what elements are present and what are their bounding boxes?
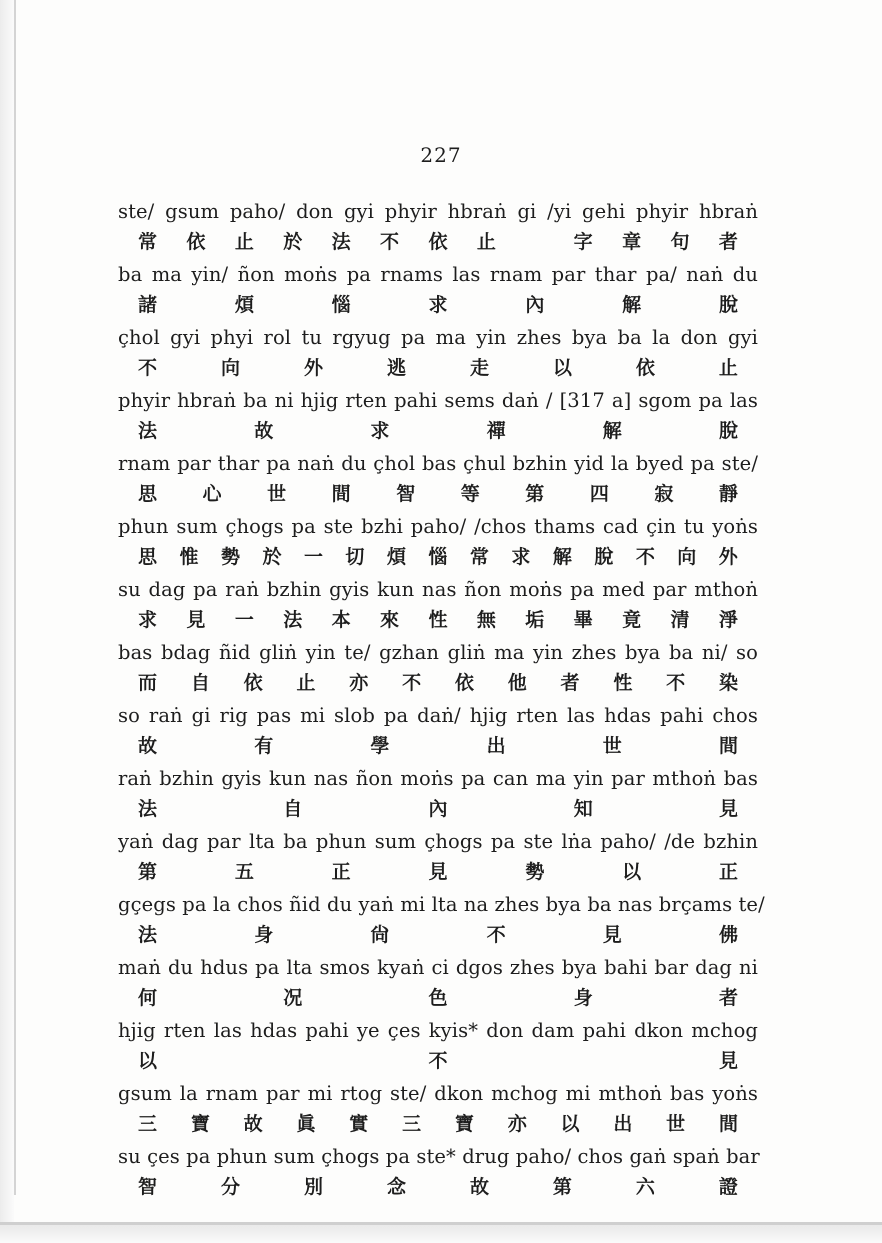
chinese-char: 不 [402,672,422,694]
chinese-char: 切 [345,546,365,568]
chinese-char: 三 [138,1113,158,1135]
chinese-char: 走 [469,357,489,379]
chinese-line [118,669,758,699]
chinese-char: 學 [370,735,390,757]
chinese-char: 見 [602,924,622,946]
chinese-line [118,1110,758,1140]
chinese-char: 見 [718,1050,738,1072]
chinese-char: 來 [380,609,400,631]
chinese-char: 况 [283,987,303,1009]
chinese-char: 內 [428,798,448,820]
chinese-char: 第 [525,483,545,505]
chinese-char: 亦 [349,672,369,694]
chinese-char [525,1047,544,1077]
interlinear-pair [118,510,758,573]
chinese-char: 外 [718,546,738,568]
chinese-char: 者 [560,672,580,694]
chinese-char: 逃 [386,357,406,379]
chinese-char: 淨 [718,609,738,631]
chinese-line [118,732,758,762]
chinese-char: 惱 [428,546,448,568]
chinese-char: 世 [602,735,622,757]
chinese-char: 脫 [718,294,738,316]
chinese-char: 止 [296,672,316,694]
chinese-line [118,795,758,825]
chinese-line [118,354,758,384]
chinese-char: 出 [486,735,506,757]
interlinear-pair [118,321,758,384]
tibetan-line: su çes pa phun sum çhogs pa ste* drug paho/ chos gaṅ spaṅ bar [118,1145,760,1168]
chinese-char: 念 [386,1176,406,1198]
chinese-char: 寶 [190,1113,210,1135]
chinese-char: 脫 [718,420,738,442]
chinese-char: 不 [428,1050,448,1072]
chinese-char: 寂 [654,483,674,505]
chinese-char: 五 [234,861,254,883]
tibetan-line: gsum la rnam par mi rtog ste/ dkon mchog mi mthoṅ bas yoṅs [118,1082,758,1105]
chinese-char: 尙 [370,924,390,946]
chinese-char: 正 [718,861,738,883]
interlinear-pair [118,1077,758,1140]
chinese-char: 智 [396,483,416,505]
chinese-char: 故 [243,1113,263,1135]
chinese-char: 依 [243,672,263,694]
chinese-char: 勢 [525,861,545,883]
chinese-char: 不 [380,231,400,253]
chinese-char [622,1047,641,1077]
chinese-char: 不 [486,924,506,946]
chinese-char: 見 [718,798,738,820]
chinese-char: 見 [428,861,448,883]
chinese-char: 靜 [718,483,738,505]
tibetan-line: hjig rten las hdas pahi ye çes kyis* don dam pahi dkon mchog [118,1019,758,1042]
tibetan-line: maṅ du hdus pa lta smos kyaṅ ci dgos zhes bya bahi bar dag ni [118,956,758,979]
chinese-char: 以 [552,357,572,379]
chinese-char: 思 [138,483,158,505]
chinese-char: 世 [666,1113,686,1135]
chinese-char: 依 [428,231,448,253]
chinese-char: 間 [331,483,351,505]
tibetan-line: phyir hbraṅ ba ni hjig rten pahi sems daṅ / [317 a] sgom pa las [118,389,758,412]
chinese-char: 何 [138,987,158,1009]
interlinear-text [118,195,765,1203]
chinese-char: 求 [138,609,158,631]
chinese-char: 性 [428,609,448,631]
interlinear-pair [118,258,758,321]
chinese-char: 止 [476,231,496,253]
chinese-char: 正 [331,861,351,883]
chinese-char: 分 [220,1176,240,1198]
chinese-char: 第 [138,861,158,883]
chinese-char: 第 [552,1176,572,1198]
chinese-char: 章 [622,231,642,253]
tibetan-line: ba ma yin/ ñon moṅs pa rnams las rnam par thar pa/ naṅ du [118,263,758,286]
chinese-char: 身 [573,987,593,1009]
chinese-char: 解 [552,546,572,568]
chinese-char: 依 [186,231,206,253]
chinese-line [118,606,758,636]
chinese-char [235,1047,254,1077]
tibetan-line: raṅ bzhin gyis kun nas ñon moṅs pa can ma yin par mthoṅ bas [118,767,758,790]
chinese-char: 勢 [220,546,240,568]
chinese-char: 畢 [573,609,593,631]
chinese-line [118,921,758,951]
chinese-char: 別 [303,1176,323,1198]
tibetan-line: phun sum çhogs pa ste bzhi paho/ /chos thams cad çin tu yoṅs [118,515,758,538]
chinese-line [118,291,758,321]
chinese-char: 求 [511,546,531,568]
chinese-line [118,543,758,573]
chinese-line [118,858,758,888]
chinese-char: 自 [190,672,210,694]
chinese-char: 寶 [454,1113,474,1135]
chinese-char: 清 [670,609,690,631]
chinese-char: 他 [507,672,527,694]
chinese-char: 心 [202,483,222,505]
chinese-char: 法 [138,924,158,946]
chinese-char: 六 [635,1176,655,1198]
interlinear-pair [118,1014,758,1077]
chinese-char: 法 [283,609,303,631]
chinese-char: 煩 [234,294,254,316]
chinese-char: 故 [254,420,274,442]
chinese-char: 色 [428,987,448,1009]
interlinear-pair [118,447,758,510]
chinese-char: 眞 [296,1113,316,1135]
chinese-char: 脫 [594,546,614,568]
interlinear-pair [118,573,758,636]
interlinear-pair [118,762,758,825]
chinese-char: 故 [469,1176,489,1198]
chinese-char: 惱 [331,294,351,316]
chinese-char: 依 [635,357,655,379]
chinese-char: 有 [254,735,274,757]
interlinear-pair [118,888,765,951]
page-number: 227 [420,143,462,167]
chinese-char [525,228,544,258]
chinese-char: 不 [138,357,158,379]
chinese-char: 佛 [718,924,738,946]
chinese-char: 法 [138,798,158,820]
chinese-char: 實 [349,1113,369,1135]
chinese-char: 諸 [138,294,158,316]
interlinear-pair [118,384,758,447]
chinese-char: 字 [573,231,593,253]
chinese-char: 求 [370,420,390,442]
chinese-char: 而 [138,672,158,694]
chinese-char: 求 [428,294,448,316]
tibetan-line: yaṅ dag par lta ba phun sum çhogs pa ste lṅa paho/ /de bzhin [118,830,758,853]
chinese-char: 止 [718,357,738,379]
chinese-char: 性 [613,672,633,694]
chinese-char: 故 [138,735,158,757]
tibetan-line: so raṅ gi rig pas mi slob pa daṅ/ hjig rten las hdas pahi chos [118,704,758,727]
tibetan-line: bas bdag ñid gliṅ yin te/ gzhan gliṅ ma yin zhes bya ba ni/ so [118,641,758,664]
chinese-char: 亦 [507,1113,527,1135]
chinese-line [118,984,758,1014]
chinese-char: 常 [469,546,489,568]
chinese-char: 等 [460,483,480,505]
chinese-char: 煩 [386,546,406,568]
chinese-line [118,480,758,510]
chinese-char: 四 [589,483,609,505]
chinese-char: 染 [718,672,738,694]
chinese-char: 以 [138,1050,158,1072]
chinese-char: 法 [331,231,351,253]
chinese-char: 無 [476,609,496,631]
tibetan-line: çhol gyi phyi rol tu rgyug pa ma yin zhes bya ba la don gyi [118,326,758,349]
chinese-char: 以 [560,1113,580,1135]
chinese-char: 間 [718,1113,738,1135]
chinese-char: 不 [635,546,655,568]
chinese-char: 本 [331,609,351,631]
chinese-line [118,228,758,258]
chinese-char: 一 [234,609,254,631]
chinese-char: 一 [303,546,323,568]
chinese-char: 世 [267,483,287,505]
chinese-char: 於 [262,546,282,568]
chinese-char: 解 [602,420,622,442]
page-bottom-edge [0,1222,882,1225]
chinese-char: 依 [454,672,474,694]
chinese-char: 法 [138,420,158,442]
interlinear-pair [118,636,758,699]
chinese-line [118,417,758,447]
chinese-char: 向 [220,357,240,379]
tibetan-line: gçegs pa la chos ñid du yaṅ mi lta na zhes bya ba nas brçams te/ [118,893,765,916]
chinese-char: 句 [670,231,690,253]
tibetan-line: rnam par thar pa naṅ du çhol bas çhul bzhin yid la byed pa ste/ [118,452,758,475]
chinese-char: 三 [402,1113,422,1135]
chinese-char: 垢 [525,609,545,631]
chinese-char: 見 [186,609,206,631]
chinese-char: 者 [718,987,738,1009]
chinese-char: 以 [622,861,642,883]
tibetan-line: ste/ gsum paho/ don gyi phyir hbraṅ gi /yi gehi phyir hbraṅ [118,200,758,223]
interlinear-pair [118,951,758,1014]
chinese-char: 思 [138,546,158,568]
chinese-char: 惟 [179,546,199,568]
chinese-char: 解 [622,294,642,316]
chinese-char: 竟 [622,609,642,631]
chinese-line [118,1173,758,1203]
chinese-char: 智 [138,1176,158,1198]
chinese-char: 外 [303,357,323,379]
chinese-char: 證 [718,1176,738,1198]
page-left-shadow [0,0,14,1243]
chinese-char: 禪 [486,420,506,442]
chinese-char: 不 [666,672,686,694]
interlinear-pair [118,699,758,762]
chinese-char [332,1047,351,1077]
chinese-char: 者 [718,231,738,253]
page-left-edge [14,0,16,1195]
chinese-char: 於 [283,231,303,253]
chinese-char: 身 [254,924,274,946]
page-bottom-shadow [0,1225,882,1243]
chinese-char: 間 [718,735,738,757]
interlinear-pair [118,195,758,258]
tibetan-line: su dag pa raṅ bzhin gyis kun nas ñon moṅs pa med par mthoṅ [118,578,758,601]
chinese-char: 自 [283,798,303,820]
chinese-char: 內 [525,294,545,316]
chinese-char: 止 [234,231,254,253]
interlinear-pair [118,1140,758,1203]
chinese-char: 向 [677,546,697,568]
chinese-line [118,1047,758,1077]
chinese-char: 出 [613,1113,633,1135]
interlinear-pair [118,825,758,888]
chinese-char: 常 [138,231,158,253]
chinese-char: 知 [573,798,593,820]
